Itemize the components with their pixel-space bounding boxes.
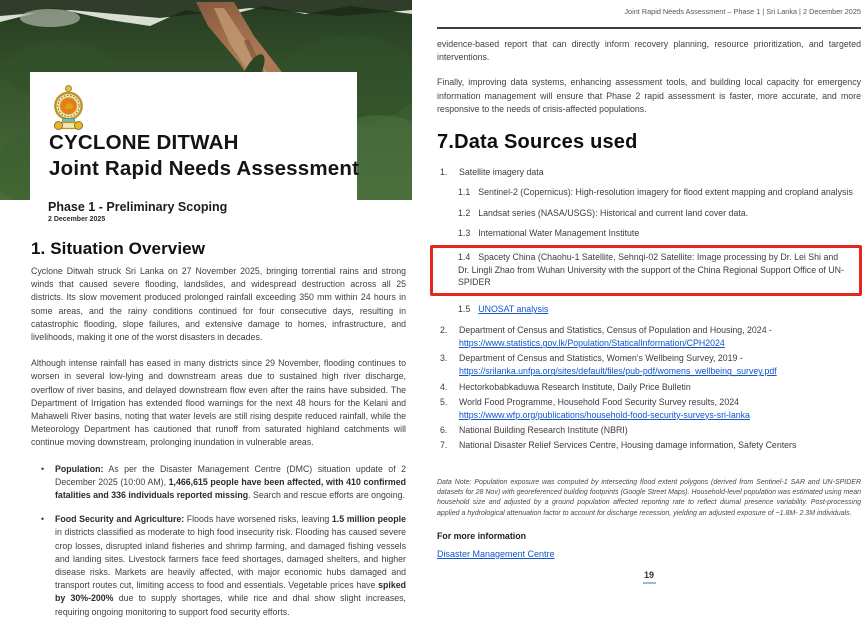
source-item-1 xyxy=(437,166,861,178)
bullet-population xyxy=(41,463,406,503)
bullet-population-label: Population: xyxy=(55,463,104,474)
wfp-food-security-link[interactable]: https://www.wfp.org/publications/household-food-security-surveys-sri-lanka xyxy=(459,409,750,420)
sri-lanka-emblem-icon xyxy=(50,84,87,132)
bullet-food-text-b: in districts classified as moderate to high food insecurity risk. Flooding has caused severe crop losses, disrupted inland fisheries and shrimp farming, and damaged fishing vessels and landing sites. Livestock farmers face feed shortages, damaged shelters, and higher disease risks. Markets are heavily affected, with major economic hubs damaged and transport routes cut, limiting access to food and essentials. Vegetable prices have xyxy=(55,527,406,591)
right-page-content xyxy=(437,38,861,519)
source-item-1-2-text: Landsat series (NASA/USGS): Historical and current land cover data. xyxy=(478,207,749,218)
source-item-1-4-number: 1.4 xyxy=(458,252,471,263)
page-number xyxy=(437,570,861,584)
cover-phase: Phase 1 - Preliminary Scoping xyxy=(48,200,228,214)
bullet-food-security xyxy=(41,513,406,619)
source-item-1-2 xyxy=(437,207,861,219)
page-number-underline xyxy=(643,582,656,584)
more-info-heading: For more information xyxy=(437,531,526,541)
source-item-7-text: National Disaster Relief Services Centre, Housing damage information, Safety Centers xyxy=(459,440,797,451)
situation-overview-body xyxy=(31,265,406,619)
source-item-6-text: National Building Research Institute (NBRI) xyxy=(459,424,628,435)
cover-title xyxy=(49,130,359,181)
source-item-3-text-wrap xyxy=(459,352,861,377)
source-item-3-number: 3. xyxy=(440,353,448,364)
bullet-food-stat-2: spiked by 30%-200% xyxy=(55,580,406,604)
source-item-4 xyxy=(437,381,861,393)
bullet-food-stat-1: 1.5 million people xyxy=(331,514,407,525)
source-item-1-3-number: 1.3 xyxy=(458,227,471,238)
data-sources-heading: 7.Data Sources used xyxy=(437,131,638,154)
source-item-5-number: 5. xyxy=(440,396,448,407)
data-note: Data Note: Population exposure was computed by intersecting flood extent polygons (derived from Sentinel-1 SAR and UN-SPIDER datasets for 28 Nov) with georeferenced building footprints (Google Street Maps). Household-level population was estimated using mean household size and adjusted by a ground population affected reporting rate to reflect diurnal presence variability. Post-processing applied a hydrological attenuation factor to account for discharge recession, yielding an adjusted exposure of ~1.8M- 2.3M individuals. xyxy=(437,478,861,517)
census-cph2024-link[interactable]: https://www.statistics.gov.lk/Population/StaticalInformation/CPH2024 xyxy=(459,338,725,349)
source-item-2-number: 2. xyxy=(440,325,448,336)
source-item-1-4 xyxy=(458,251,851,288)
source-item-1-5-number: 1.5 xyxy=(458,304,471,315)
cover-title-line1: CYCLONE DITWAH xyxy=(49,131,239,154)
source-item-3 xyxy=(437,352,861,377)
womens-wellbeing-survey-link[interactable]: https://srilanka.unfpa.org/sites/default/files/pub-pdf/womens_wellbeing_survey.pdf xyxy=(459,366,777,377)
source-item-1-5 xyxy=(437,303,861,315)
bullet-food-text-c: due to supply shortages, while rice and dhal show slight increases, requiring ongoing monitoring to support food security efforts. xyxy=(55,593,406,617)
page-right xyxy=(437,0,861,590)
source-item-1-4-text: Spacety China (Chaohu-1 Satellite, Sehnqi-02 Satellite: Image processing by Dr. Lei Shi and Dr. Lingli Zhao from Wuhan University with the support of the China Regional Support Office of UN-SPIDER xyxy=(458,252,844,287)
cover-title-line2: Joint Rapid Needs Assessment xyxy=(49,156,360,180)
bullet-population-text: As per the Disaster Management Centre (DMC) situation update of 2 December 2025 (10:00 AM), xyxy=(55,463,406,487)
source-item-1-3 xyxy=(437,227,861,239)
situation-overview-heading: 1. Situation Overview xyxy=(31,239,206,258)
source-item-1-1-number: 1.1 xyxy=(458,187,471,198)
source-item-5 xyxy=(437,396,861,421)
source-item-1-1-text: Sentinel-2 (Copernicus): High-resolution imagery for flood extent mapping and cropland analysis xyxy=(478,187,853,198)
source-item-1-2-number: 1.2 xyxy=(458,207,471,218)
source-item-2 xyxy=(437,324,861,349)
continuation-paragraph-1: evidence-based report that can directly inform recovery planning, resource prioritization, and targeted interventions. xyxy=(437,39,861,63)
bullet-food-label: Food Security and Agriculture: xyxy=(55,514,185,525)
source-item-1-3-text: International Water Management Institute xyxy=(478,227,640,238)
continuation-paragraph-2: Finally, improving data systems, enhancing assessment tools, and building local capacity for emergency information management will ensure that Phase 2 rapid assessment is faster, more accurate, and more responsive to the needs of crisis-affected populations. xyxy=(437,77,861,114)
data-sources-list xyxy=(437,166,861,452)
page-number-value: 19 xyxy=(643,570,654,580)
source-item-5-text: World Food Programme, Household Food Security Survey results, 2024 xyxy=(459,396,740,407)
source-item-1-number: 1. xyxy=(440,167,448,178)
bullet-population-stats: 1,466,615 people have been affected, with 410 confirmed fatalities and 336 individuals reported missing xyxy=(55,476,406,501)
source-item-1-1 xyxy=(437,186,861,198)
source-item-6 xyxy=(437,424,861,436)
source-item-7-number: 7. xyxy=(440,440,448,451)
situation-paragraph-1: Cyclone Ditwah struck Sri Lanka on 27 November 2025, bringing torrential rains and strong winds that caused severe flooding, landslides, and widespread destruction across all 25 districts. Its slow movement produced prolonged rainfall exceeding 350 mm within 24 hours in some areas, and the rainy conditions continued for four consecutive days, resulting in catastrophic flooding, slope failures, and extensive damage to homes, infrastructure, and livelihoods, making it one of the worst disasters in decades. xyxy=(31,266,406,343)
source-item-1-text: Satellite imagery data xyxy=(459,167,544,178)
highlight-box-source-1-4 xyxy=(430,245,862,296)
cover-date: 2 December 2025 xyxy=(48,216,106,223)
source-item-2-text-wrap xyxy=(459,324,861,349)
page-left xyxy=(0,0,412,617)
bullet-population-tail: . Search and rescue efforts are ongoing. xyxy=(248,490,405,501)
source-item-4-number: 4. xyxy=(440,381,448,392)
unosat-analysis-link[interactable]: UNOSAT analysis xyxy=(478,304,549,315)
source-item-7 xyxy=(437,439,861,451)
running-header: Joint Rapid Needs Assessment – Phase 1 | Sri Lanka | 2 December 2025 xyxy=(624,7,861,16)
header-rule xyxy=(437,27,861,29)
bullet-food-text-a: Floods have worsened risks, leaving xyxy=(184,514,332,525)
source-item-5-text-wrap xyxy=(459,396,861,421)
disaster-management-centre-link[interactable]: Disaster Management Centre xyxy=(437,549,555,559)
source-item-6-number: 6. xyxy=(440,424,448,435)
source-item-4-text: Hectorkobabkaduwa Research Institute, Daily Price Bulletin xyxy=(459,381,691,392)
situation-paragraph-2: Although intense rainfall has eased in many districts since 29 November, flooding continues to worsen in several low-lying and downstream areas due to sustained high river discharge, overflow of river basins, and delayed downstream flow even after the rains have subsided. The Department of Irrigation has extended flood warnings for the next 48 hours for the Kelani and Mahaweli River basins, noting that water levels are still rising despite reduced rainfall, while the Meteorology Department has cautioned that runoff from saturated highland catchments will continue moving downstream, prolonging inundation in vulnerable areas. xyxy=(31,358,406,448)
source-item-3-text: Department of Census and Statistics, Women's Wellbeing Survey, 2019 - xyxy=(459,353,743,364)
key-impact-bullets xyxy=(41,463,406,619)
source-item-2-text: Department of Census and Statistics, Census of Population and Housing, 2024 - xyxy=(459,325,772,336)
cover-title-panel xyxy=(30,72,360,200)
